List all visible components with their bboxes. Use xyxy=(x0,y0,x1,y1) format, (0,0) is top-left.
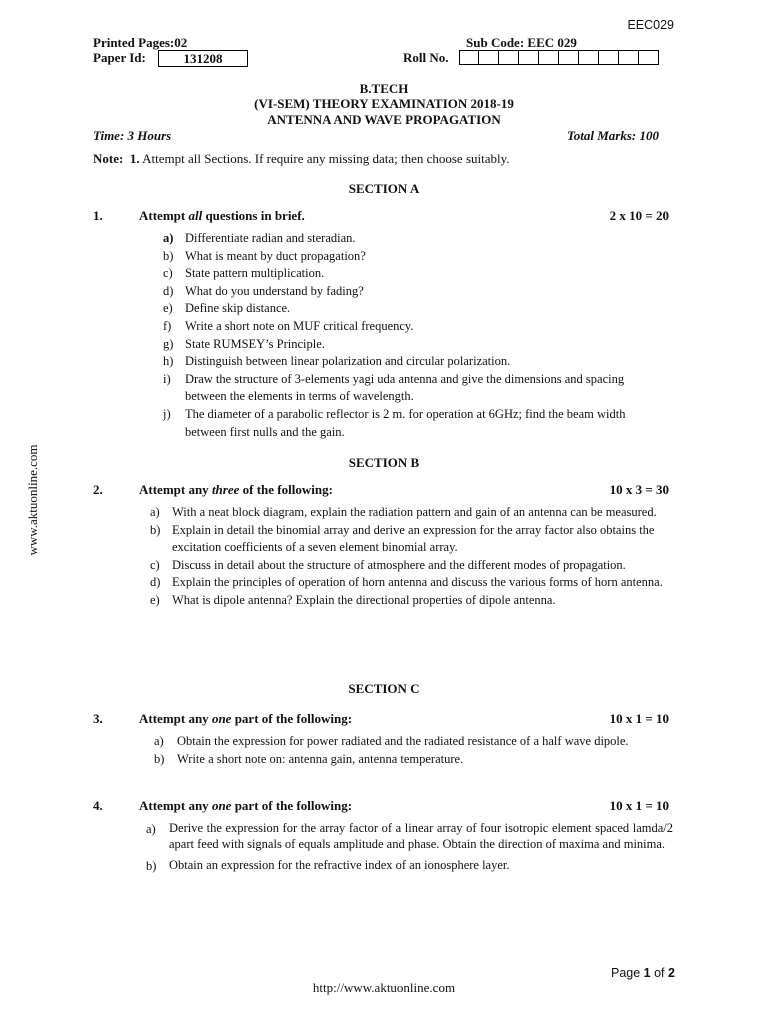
roll-box xyxy=(479,50,499,65)
item-text: State pattern multiplication. xyxy=(185,266,325,281)
item-label: i) xyxy=(163,371,171,386)
roll-box xyxy=(579,50,599,65)
degree-title: B.TECH xyxy=(359,81,409,96)
page-total: 2 xyxy=(668,966,675,980)
list-item xyxy=(154,733,654,751)
list-item xyxy=(163,265,663,283)
item-text: Distinguish between linear polarization and circular polarization. xyxy=(185,354,511,369)
item-label: j) xyxy=(163,406,171,421)
list-item xyxy=(150,504,665,522)
item-label: e) xyxy=(150,592,160,607)
item-text: What do you understand by fading? xyxy=(185,283,364,298)
side-watermark-url: www.aktuonline.com xyxy=(25,444,40,556)
item-label: d) xyxy=(150,575,161,590)
item-label: e) xyxy=(163,301,173,316)
question-instruction xyxy=(139,208,305,224)
total-marks: Total Marks: 100 xyxy=(567,128,659,143)
list-item xyxy=(163,353,663,371)
page-of: of xyxy=(650,966,668,980)
list-item xyxy=(163,283,663,301)
instruction-post: questions in brief. xyxy=(202,208,305,223)
item-text: Differentiate radian and steradian. xyxy=(185,231,356,245)
list-item xyxy=(146,821,673,852)
page-number xyxy=(611,966,675,980)
list-item xyxy=(146,858,673,876)
roll-number-label: Roll No. xyxy=(403,50,449,65)
instruction-pre: Attempt xyxy=(139,208,189,223)
question-number: 3. xyxy=(93,711,103,726)
subject-title: ANTENNA AND WAVE PROPAGATION xyxy=(267,112,501,127)
item-text: Define skip distance. xyxy=(185,301,291,316)
note-number: 1. xyxy=(129,151,140,166)
item-label: h) xyxy=(163,354,174,369)
item-label: b) xyxy=(146,859,157,873)
paper-id-label: Paper Id: xyxy=(93,50,146,65)
question-marks: 10 x 1 = 10 xyxy=(609,798,669,813)
item-text: What is meant by duct propagation? xyxy=(185,248,366,263)
list-item xyxy=(150,522,665,557)
roll-box xyxy=(459,50,479,65)
list-item xyxy=(150,574,665,592)
instruction-pre: Attempt any xyxy=(139,711,212,726)
printed-pages: Printed Pages:02 xyxy=(93,35,188,50)
instruction-emphasis: three xyxy=(211,482,240,497)
page-prefix: Page xyxy=(611,966,644,980)
instruction-emphasis: all xyxy=(188,208,203,223)
document-code: EEC029 xyxy=(627,18,674,32)
item-label: c) xyxy=(150,557,160,572)
question-instruction xyxy=(139,711,352,727)
question-instruction xyxy=(139,482,333,498)
list-item xyxy=(163,230,663,248)
instruction-emphasis: one xyxy=(211,711,232,726)
question-marks: 2 x 10 = 20 xyxy=(609,208,669,223)
item-label: a) xyxy=(150,505,160,519)
list-item xyxy=(163,248,663,266)
list-item xyxy=(163,300,663,318)
item-text: Draw the structure of 3-elements yagi uda antenna and give the dimensions and spacing between the elements in terms of wavelength. xyxy=(185,371,625,404)
item-label: d) xyxy=(163,283,174,298)
roll-box xyxy=(499,50,519,65)
list-item xyxy=(150,592,665,610)
item-label: a) xyxy=(154,734,164,748)
paper-id-value: 131208 xyxy=(158,50,248,67)
item-text: Discuss in detail about the structure of atmosphere and the different modes of propagation. xyxy=(172,557,626,572)
roll-box xyxy=(599,50,619,65)
instruction-post: part of the following: xyxy=(231,798,353,813)
roll-box xyxy=(619,50,639,65)
item-text: State RUMSEY’s Principle. xyxy=(185,336,325,351)
item-text: Obtain an expression for the refractive index of an ionosphere layer. xyxy=(169,858,510,872)
question-marks: 10 x 3 = 30 xyxy=(609,482,669,497)
list-item xyxy=(154,751,654,769)
roll-number-boxes xyxy=(459,50,659,65)
roll-box xyxy=(539,50,559,65)
item-label: g) xyxy=(163,336,174,351)
section-c-title: SECTION C xyxy=(348,681,420,696)
exam-title: (VI-SEM) THEORY EXAMINATION 2018-19 xyxy=(254,96,514,111)
list-item xyxy=(163,406,663,441)
item-text: Write a short note on: antenna gain, antenna temperature. xyxy=(177,751,464,766)
item-text: Write a short note on MUF critical frequency. xyxy=(185,318,414,333)
list-item xyxy=(163,318,663,336)
note-text: Attempt all Sections. If require any missing data; then choose suitably. xyxy=(139,151,510,166)
question-items xyxy=(146,821,673,876)
instruction-pre: Attempt any xyxy=(139,482,212,497)
item-text: Explain the principles of operation of horn antenna and discuss the various forms of horn antenna. xyxy=(172,575,663,590)
footer-url[interactable]: http://www.aktuonline.com xyxy=(312,980,456,995)
subject-code: Sub Code: EEC 029 xyxy=(466,35,577,50)
list-item xyxy=(150,557,665,575)
item-text: Obtain the expression for power radiated and the radiated resistance of a half wave dipole. xyxy=(177,734,629,748)
roll-box xyxy=(639,50,659,65)
question-items xyxy=(150,504,665,610)
item-label: a) xyxy=(146,822,156,836)
item-text: What is dipole antenna? Explain the directional properties of dipole antenna. xyxy=(172,592,556,607)
note-label: Note: xyxy=(93,151,124,166)
section-a-title: SECTION A xyxy=(348,181,420,196)
instruction-post: part of the following: xyxy=(231,711,353,726)
question-marks: 10 x 1 = 10 xyxy=(609,711,669,726)
list-item xyxy=(163,371,663,406)
instruction-emphasis: one xyxy=(211,798,232,813)
item-text: The diameter of a parabolic reflector is 2 m. for operation at 6GHz; find the beam width between first nulls and the gain. xyxy=(185,406,626,439)
question-items xyxy=(163,230,663,441)
section-b-title: SECTION B xyxy=(348,455,420,470)
item-text: Derive the expression for the array factor of a linear array of four isotropic element spaced lamda/2 apart feed with signals of equals amplitude and phase. Obtain the direction of maxima and minima. xyxy=(169,821,673,851)
item-label: b) xyxy=(163,248,174,263)
item-label: c) xyxy=(163,266,173,281)
instruction-post: of the following: xyxy=(239,482,333,497)
question-items xyxy=(154,733,654,768)
question-number: 1. xyxy=(93,208,103,223)
question-number: 2. xyxy=(93,482,103,497)
page-current: 1 xyxy=(643,966,651,980)
item-text: With a neat block diagram, explain the radiation pattern and gain of an antenna can be measured. xyxy=(172,505,657,519)
item-text: Explain in detail the binomial array and derive an expression for the array factor also obtains the excitation coefficients of a seven element binomial array. xyxy=(172,522,655,555)
instruction-pre: Attempt any xyxy=(139,798,212,813)
question-number: 4. xyxy=(93,798,103,813)
roll-box xyxy=(559,50,579,65)
item-label: b) xyxy=(150,522,161,537)
item-label: a) xyxy=(163,231,174,245)
question-instruction xyxy=(139,798,352,814)
roll-box xyxy=(519,50,539,65)
item-label: b) xyxy=(154,751,165,766)
list-item xyxy=(163,336,663,354)
time-allowed: Time: 3 Hours xyxy=(93,128,172,143)
item-label: f) xyxy=(163,318,172,333)
note xyxy=(93,151,510,167)
